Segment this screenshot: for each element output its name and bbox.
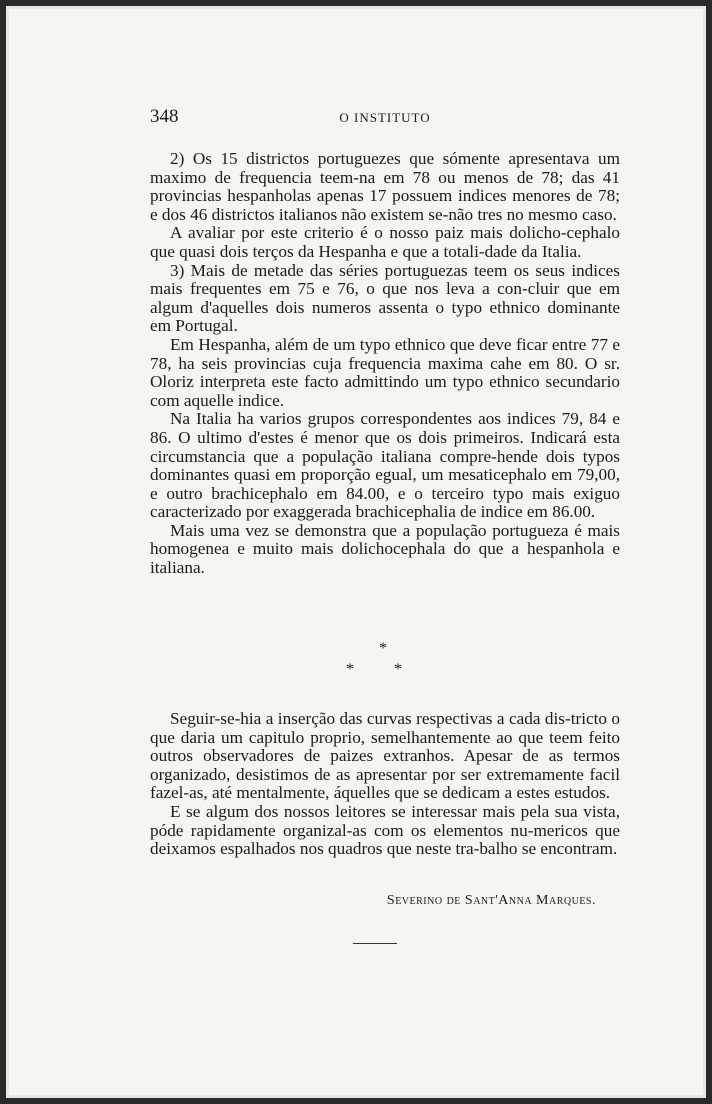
page-header [150,106,620,128]
running-title: O INSTITUTO [339,110,431,125]
paragraph: 3) Mais de metade das séries portuguezas teem os seus indices mais frequentes em 75 e 76, o que nos leva a con-cluir que em algum d'aquelles dois numeros assenta o typo ethnico dominante em Portugal. [150,260,620,336]
asterism-bottom: * * [346,661,420,678]
page-number: 348 [150,106,179,127]
closing-text [150,710,620,859]
paragraph: Seguir-se-hia a inserção das curvas respectivas a cada dis-tricto o que daria um capitulo proprio, semelhantemente ao que teem feito outros observadores de paizes extranhos. Apesar de as termos organizado, desistimos de as apresentar por ser extremamente facil fazel-as, até mentalmente, áquelles que se dedicam a estes estudos. [150,709,620,803]
author-signature: Severino de Sant'Anna Marques. [386,893,596,908]
paragraph: 2) Os 15 districtos portuguezes que sómente apresentava um maximo de frequencia teem-na em 78 ou menos de 78; das 41 provincias hespanholas apenas 17 possuem indices menores de 78; e dos 46 districtos italianos não existem se-não tres no mesmo caso. [150,149,620,224]
paragraph: Na Italia ha varios grupos correspondentes aos indices 79, 84 e 86. O ultimo d'estes é menor que os dois primeiros. Indicará esta circumstancia que a população italiana compre-hende dois typos dominantes quasi em proporção egual, um mesaticephalo em 79,00, e outro brachicephalo em 84.00, e o terceiro typo mais exiguo caracterizado por exaggerada brachicephalia de indice em 86.00. [150,409,620,522]
paragraph: Mais uma vez se demonstra que a população portugueza é mais homogenea e muito mais dolichocephala do que a hespanhola e italiana. [150,520,620,578]
end-rule [353,943,397,944]
paragraph: A avaliar por este criterio é o nosso paiz mais dolicho-cephalo que quasi dois terços da Hespanha e que a totali-dade da Italia. [150,223,620,261]
asterism-top: * [379,640,387,657]
body-text [150,150,620,578]
paragraph: E se algum dos nossos leitores se interessar mais pela sua vista, póde rapidamente organizal-as com os elementos nu-mericos que deixamos espalhados nos quadros que neste tra-balho se encontram. [150,801,620,859]
paragraph: Em Hespanha, além de um typo ethnico que deve ficar entre 77 e 78, ha seis provincias cuja frequencia maxima cahe em 80. O sr. Oloriz interpreta este facto admittindo um typo ethnico secundario com aquelle indice. [150,334,620,410]
